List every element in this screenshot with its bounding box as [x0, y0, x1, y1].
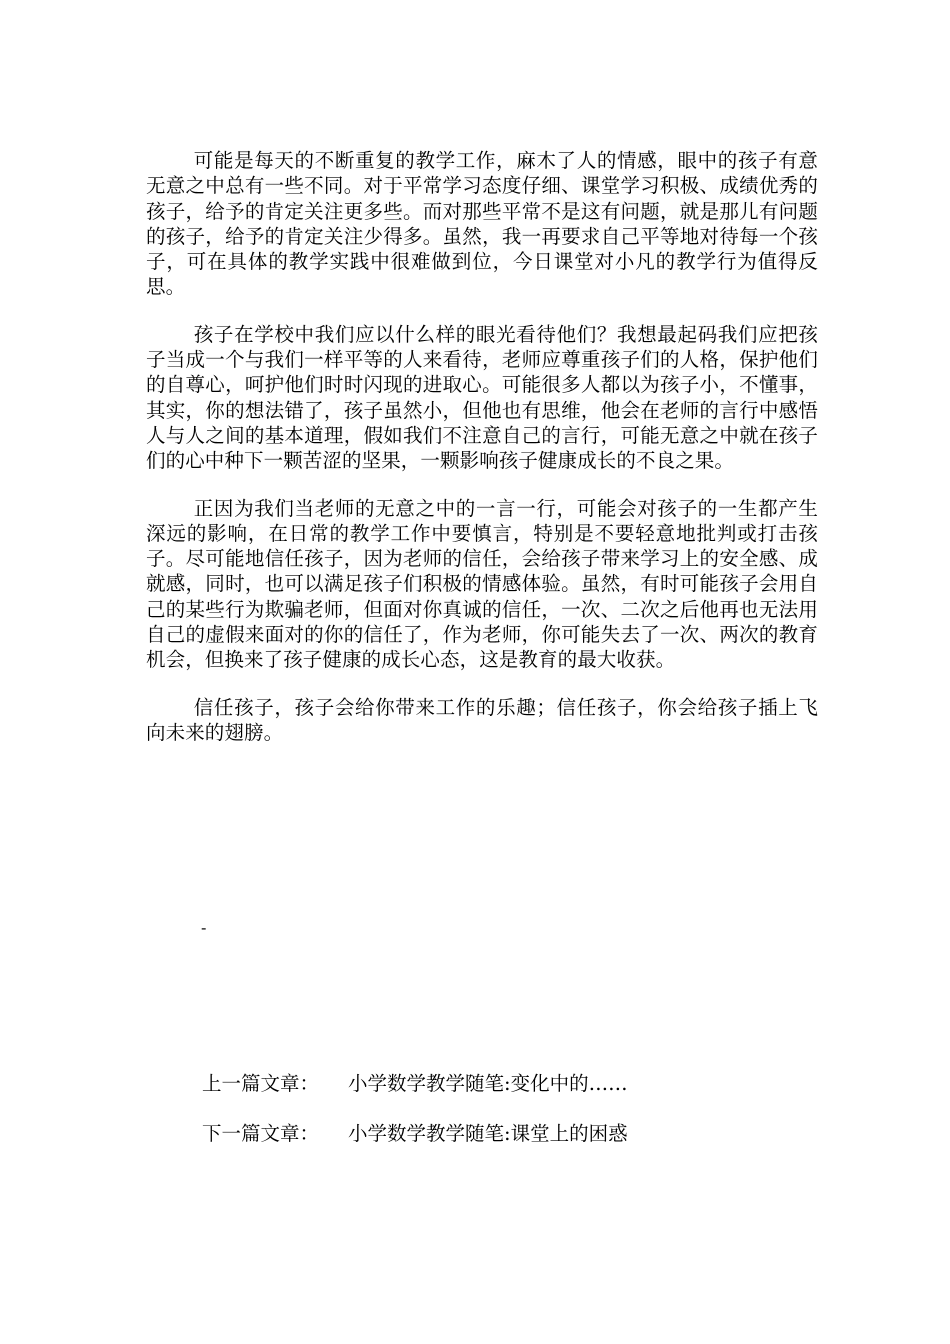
previous-article-nav [202, 1071, 628, 1097]
previous-article-link[interactable]: 小学数学教学随笔:变化中的…… [348, 1072, 628, 1095]
paragraph-2: 孩子在学校中我们应以什么样的眼光看待他们？我想最起码我们应把孩子当成一个与我们一样平等的人来看待，老师应尊重孩子们的人格，保护他们的自尊心，呵护他们时时闪现的进取心。可能很多人都以为孩子小，不懂事，其实，你的想法错了，孩子虽然小，但他也有思维，他会在老师的言行中感悟人与人之间的基本道理，假如我们不注意自己的言行，可能无意之中就在孩子们的心中种下一颗苦涩的坚果，一颗影响孩子健康成长的不良之果。 [146, 322, 818, 473]
previous-article-label: 上一篇文章： [202, 1072, 320, 1095]
paragraph-3: 正因为我们当老师的无意之中的一言一行，可能会对孩子的一生都产生深远的影响，在日常的教学工作中要慎言，特别是不要轻意地批判或打击孩子。尽可能地信任孩子，因为老师的信任，会给孩子带来学习上的安全感、成就感，同时，也可以满足孩子们积极的情感体验。虽然，有时可能孩子会用自己的某些行为欺骗老师，但面对你真诚的信任，一次、二次之后他再也无法用自己的虚假来面对的你的信任了，作为老师，你可能失去了一次、两次的教育机会，但换来了孩子健康的成长心态，这是教育的最大收获。 [146, 496, 818, 672]
next-article-nav [202, 1121, 628, 1147]
paragraph-1: 可能是每天的不断重复的教学工作，麻木了人的情感，眼中的孩子有意无意之中总有一些不同。对于平常学习态度仔细、课堂学习积极、成绩优秀的孩子，给予的肯定关注更多些。而对那些平常不是这有问题，就是那儿有问题的孩子，给予的肯定关注少得多。虽然，我一再要求自己平等地对待每一个孩子，可在具体的教学实践中很难做到位，今日课堂对小凡的教学行为值得反思。 [146, 149, 818, 299]
paragraph-4: 信任孩子，孩子会给你带来工作的乐趣；信任孩子，你会给孩子插上飞向未来的翅膀。 [146, 695, 818, 744]
next-article-link[interactable]: 小学数学教学随笔:课堂上的困惑 [348, 1122, 628, 1145]
next-article-label: 下一篇文章： [202, 1122, 320, 1145]
article-body [146, 148, 818, 767]
separator-mark: - [201, 918, 207, 937]
